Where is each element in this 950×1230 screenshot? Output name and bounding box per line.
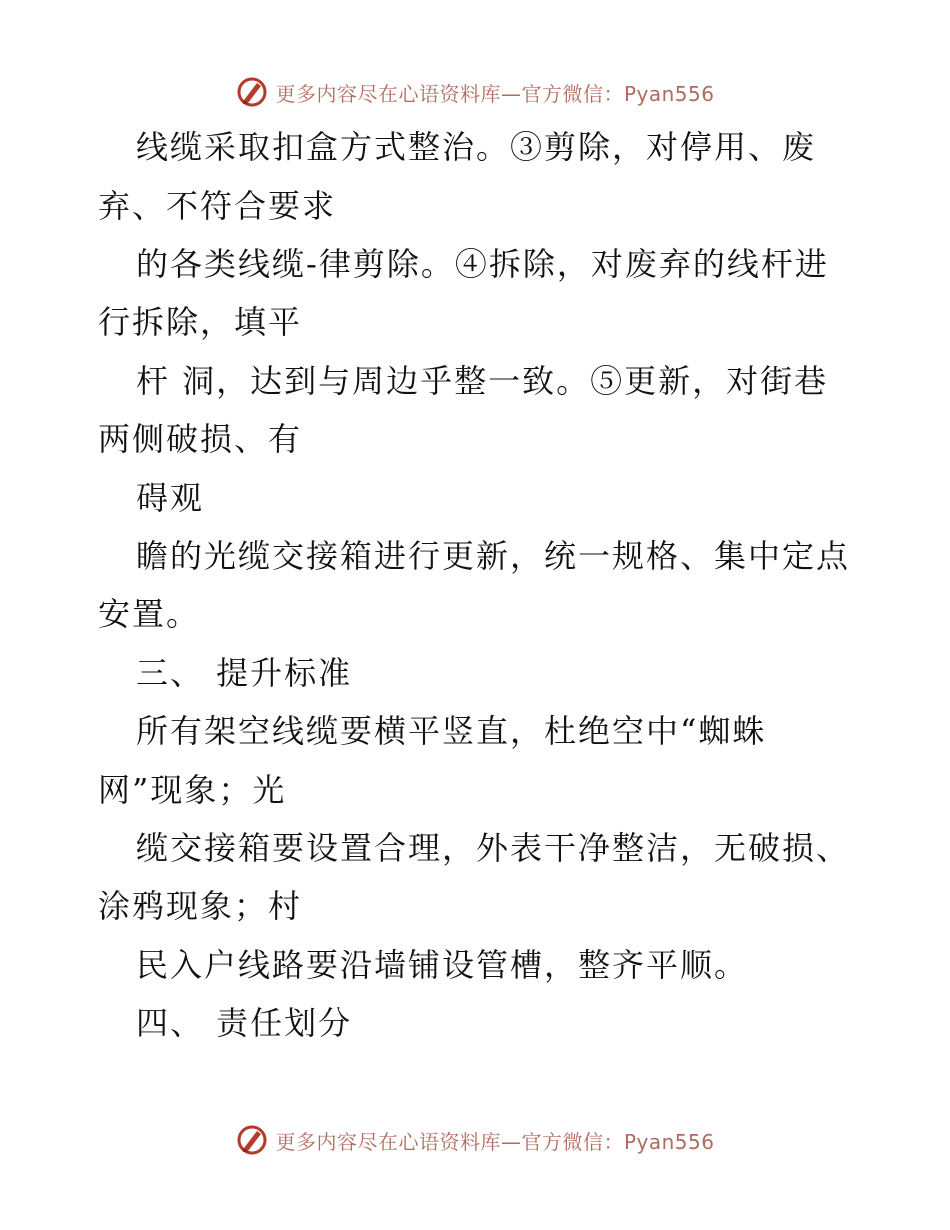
section-heading: 四、 责任划分 <box>136 1004 353 1042</box>
body-line: 涂鸦现象；村 <box>98 887 303 925</box>
body-line: 所有架空线缆要横平竖直，杜绝空中“蜘蛛 <box>136 712 767 750</box>
footer-text: 更多内容尽在心语资料库—官方微信：Pyan556 <box>275 1129 715 1154</box>
body-line: 网”现象；光 <box>98 771 287 809</box>
body-line: 杆 洞，达到与周边乎整一致。⑤更新，对街巷 <box>136 362 829 400</box>
body-line: 两侧破损、有 <box>98 420 303 458</box>
body-line: 瞻的光缆交接箱进行更新，统一规格、集中定点 <box>136 537 851 575</box>
header-text: 更多内容尽在心语资料库—官方微信：Pyan556 <box>275 81 715 106</box>
body-line: 民入户线路要沿墙铺设管槽，整齐平顺。 <box>136 946 749 984</box>
body-line: 碍观 <box>136 479 205 517</box>
body-line: 行拆除，填平 <box>98 303 303 341</box>
body-line: 弃、不符合要求 <box>98 187 337 225</box>
body-line: 安置。 <box>98 595 201 633</box>
body-line: 线缆采取扣盒方式整治。③剪除，对停用、废 <box>136 128 817 166</box>
body-line: 的各类线缆-律剪除。④拆除，对废弃的线杆进 <box>136 245 829 283</box>
body-line: 缆交接箱要设置合理，外表干净整洁，无破损、 <box>136 829 851 867</box>
pen-circle-logo-icon <box>235 1123 269 1157</box>
section-heading: 三、 提升标准 <box>136 654 353 692</box>
page-footer <box>0 1120 950 1160</box>
